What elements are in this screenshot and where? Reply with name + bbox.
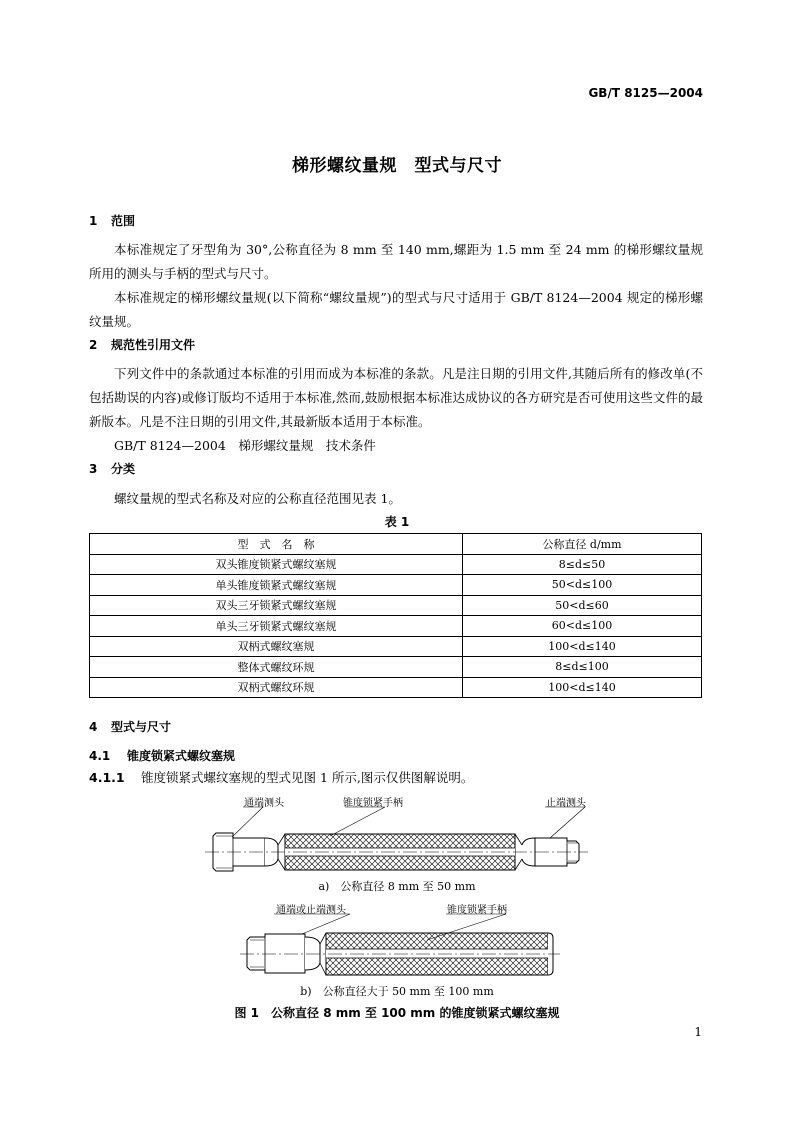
table-cell: 双头三牙锁紧式螺纹塞规 <box>90 595 463 616</box>
subfigure-a-caption: a) 公称直径 8 mm 至 50 mm <box>318 880 476 893</box>
table-cell: 50<d≤100 <box>463 575 702 596</box>
section-number: 4.1 <box>89 749 111 763</box>
table-cell: 100<d≤140 <box>463 677 702 698</box>
figure-title: 图 1 公称直径 8 mm 至 100 mm 的锥度锁紧式螺纹塞规 <box>234 1006 560 1020</box>
section-title: 规范性引用文件 <box>111 338 196 352</box>
document-title: 梯形螺纹量规 型式与尺寸 <box>292 156 502 176</box>
table-caption: 表 1 <box>384 515 410 529</box>
plug-gauge-single-ended <box>240 914 560 975</box>
section-number: 3 <box>89 462 98 476</box>
paragraph: 本标准规定的梯形螺纹量规(以下简称“螺纹量规”)的型式与尺寸适用于 GB/T 8124—2004 规定的梯形螺纹量规。 <box>89 290 703 329</box>
table-cell: 整体式螺纹环规 <box>90 657 463 678</box>
table-cell: 60<d≤100 <box>463 616 702 637</box>
paragraph: 下列文件中的条款通过本标准的引用而成为本标准的条款。凡是注日期的引用文件,其随后所有的修改单(不包括勘误的内容)或修订版均不适用于本标准,然而,鼓励根据本标准达成协议的各方研究是否可使用这些文件的最新版本。凡是不注日期的引用文件,其最新版本适用于本标准。 <box>89 366 703 429</box>
label-no-go-head: 止端测头 <box>546 798 586 809</box>
table-cell: 双柄式螺纹塞规 <box>90 636 463 657</box>
label-taper-handle: 锥度锁紧手柄 <box>447 905 507 916</box>
table-cell: 100<d≤140 <box>463 636 702 657</box>
label-taper-handle: 锥度锁紧手柄 <box>343 798 403 809</box>
table-cell: 双柄式螺纹环规 <box>90 677 463 698</box>
subfigure-b-caption: b) 公称直径大于 50 mm 至 100 mm <box>300 985 494 998</box>
table-cell: 双头锥度锁紧式螺纹塞规 <box>90 554 463 575</box>
paragraph: 本标准规定了牙型角为 30°,公称直径为 8 mm 至 140 mm,螺距为 1.5 mm 至 24 mm 的梯形螺纹量规所用的测头与手柄的型式与尺寸。 <box>89 242 703 281</box>
section-number: 4.1.1 <box>89 770 125 785</box>
paragraph: 螺纹量规的型式名称及对应的公称直径范围见表 1。 <box>114 491 401 506</box>
section-title: 锥度锁紧式螺纹塞规 <box>127 749 236 763</box>
section-title: 分类 <box>111 462 136 476</box>
plug-gauge-double-ended <box>205 807 588 871</box>
column-header-diameter: 公称直径 d/mm <box>463 534 702 555</box>
section-number: 1 <box>89 214 98 228</box>
gauge-head <box>247 934 320 973</box>
label-go-head: 通端测头 <box>244 798 284 809</box>
section-number: 4 <box>89 720 98 734</box>
section-number: 2 <box>89 338 98 352</box>
section-title: 型式与尺寸 <box>111 720 172 734</box>
paragraph: 锥度锁紧式螺纹塞规的型式见图 1 所示,图示仅供图解说明。 <box>141 770 474 785</box>
table-cell: 单头三牙锁紧式螺纹塞规 <box>90 616 463 637</box>
label-gauge-head: 通端或止端测头 <box>276 905 346 916</box>
table-cell: 单头锥度锁紧式螺纹塞规 <box>90 575 463 596</box>
table-cell: 50<d≤60 <box>463 595 702 616</box>
reference-entry: GB/T 8124—2004 梯形螺纹量规 技术条件 <box>114 438 376 453</box>
section-title: 范围 <box>111 214 136 228</box>
table-cell: 8≤d≤50 <box>463 554 702 575</box>
column-header-type: 型 式 名 称 <box>90 534 463 555</box>
page-number: 1 <box>694 1025 702 1039</box>
table-cell: 8≤d≤100 <box>463 657 702 678</box>
standard-number: GB/T 8125—2004 <box>588 86 703 100</box>
